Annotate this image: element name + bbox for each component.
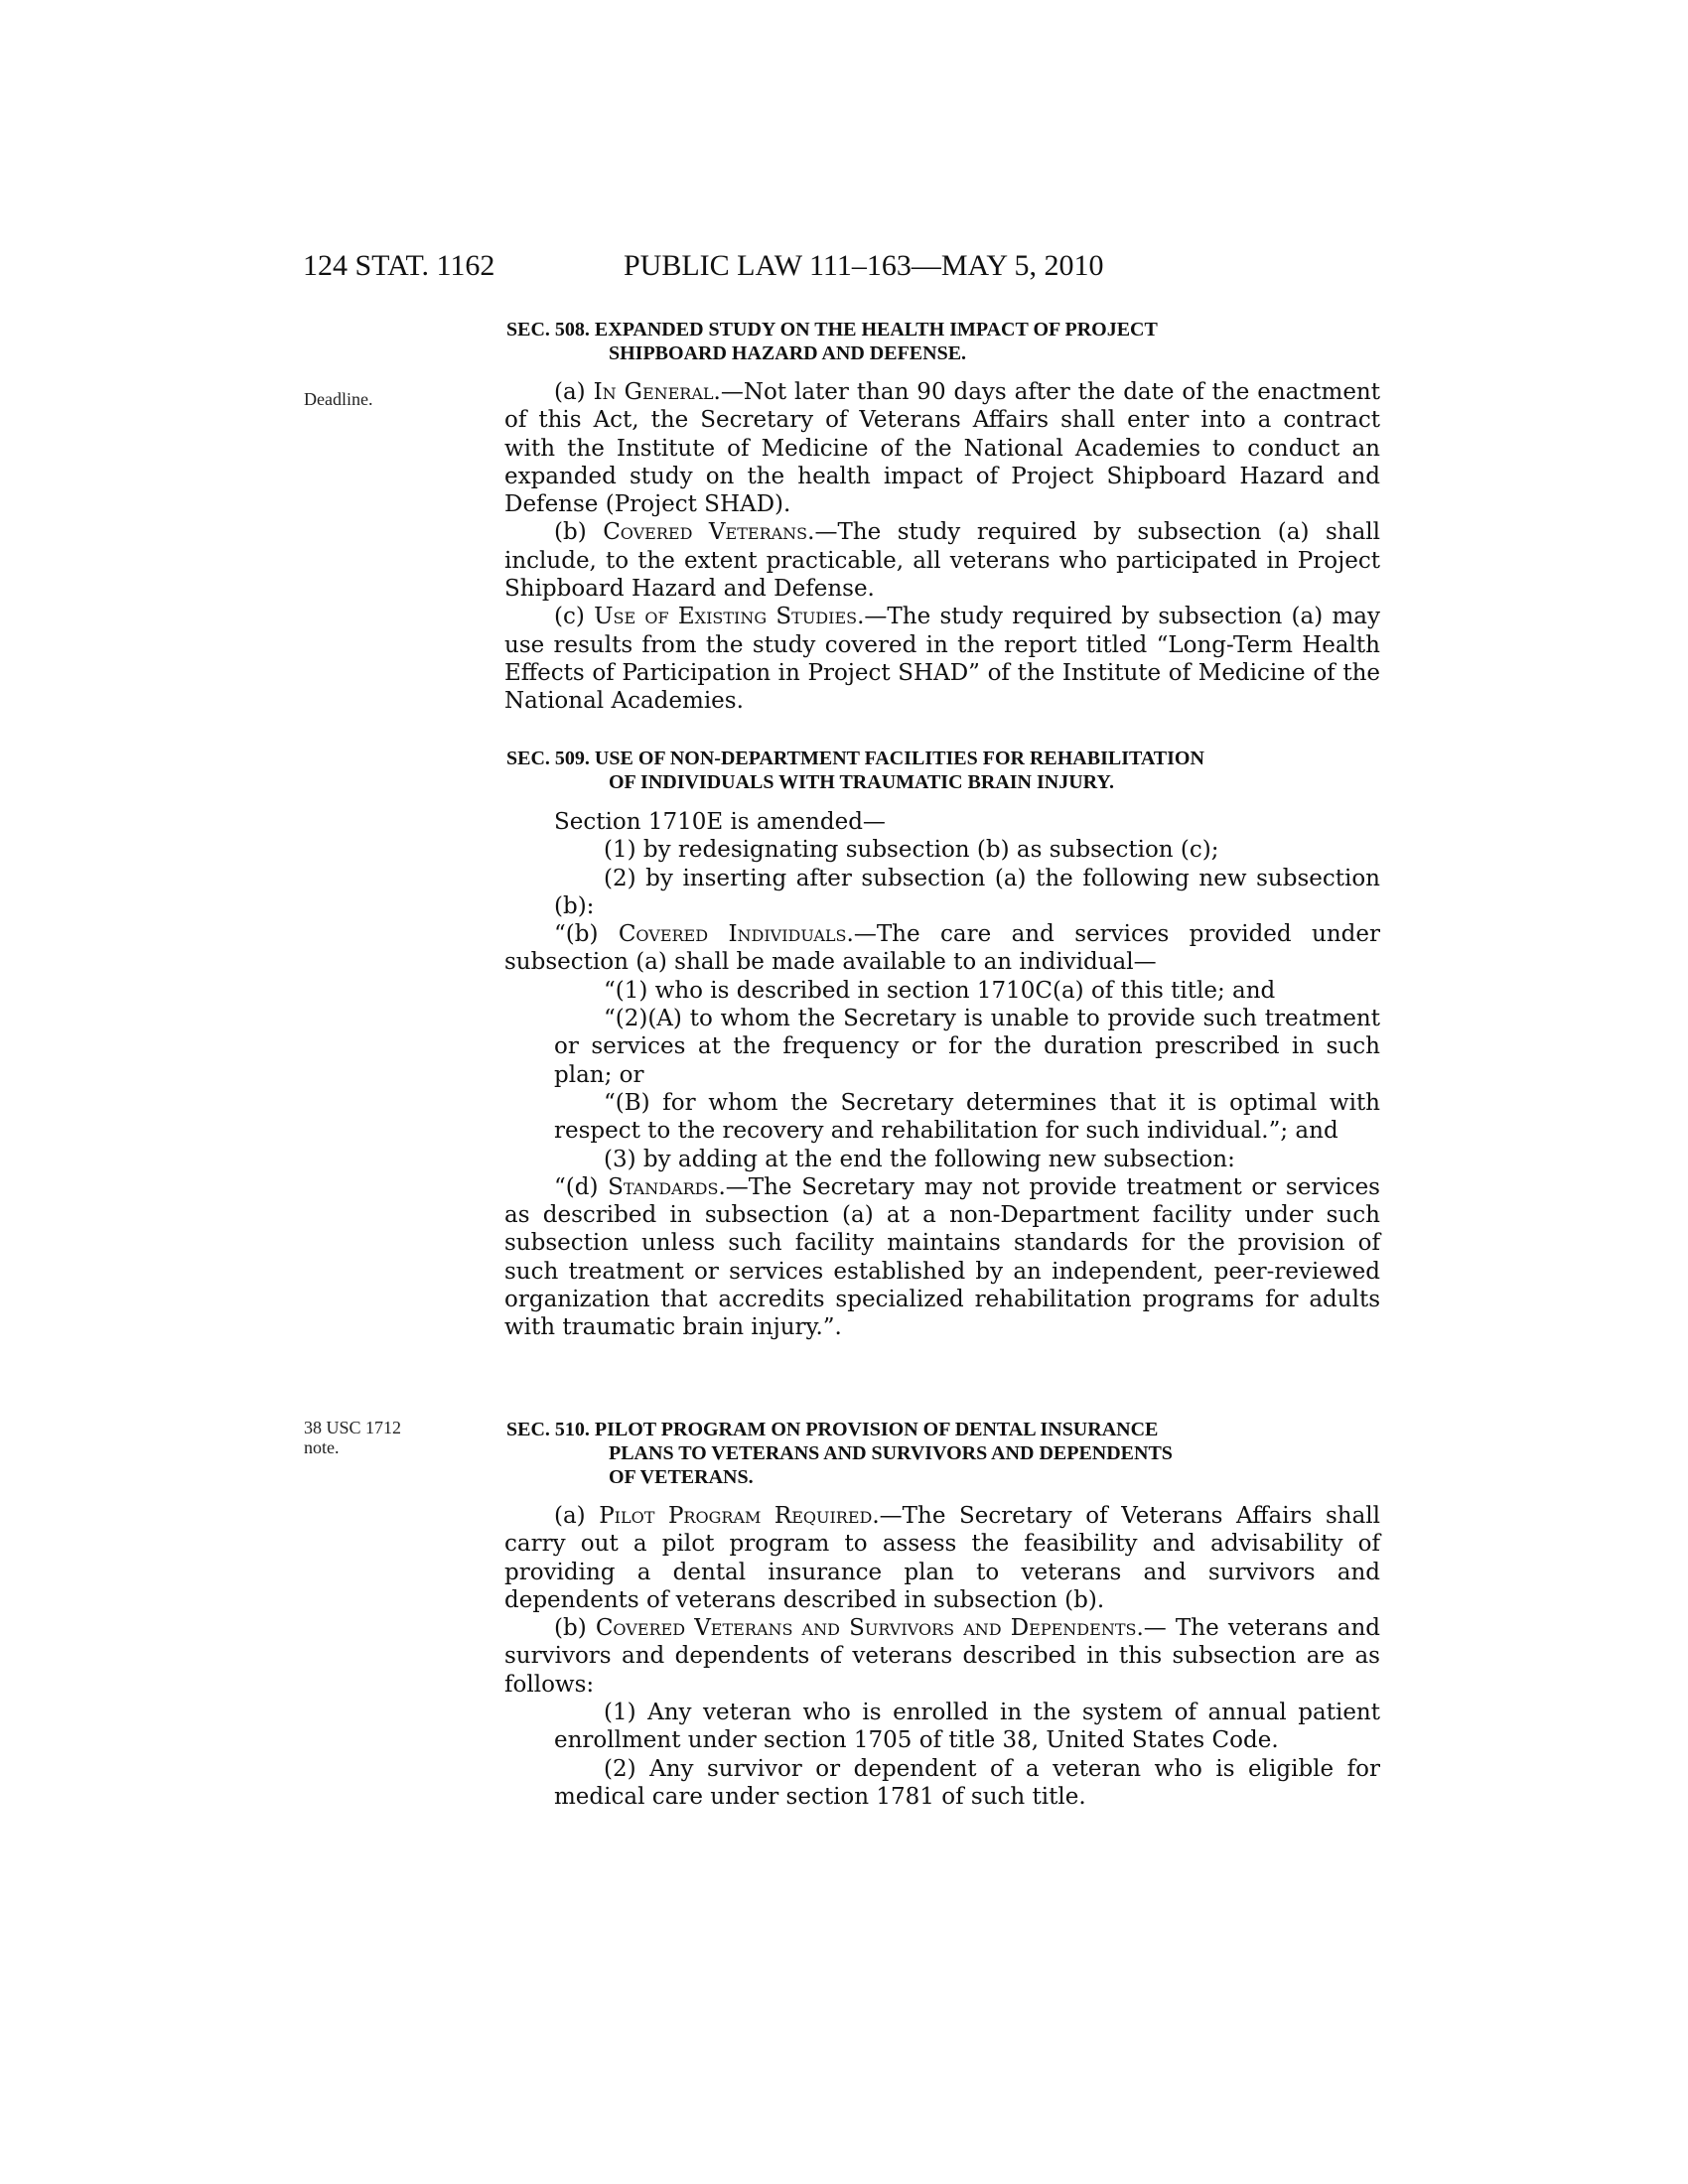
subsection-caption: Covered Individuals	[618, 921, 847, 948]
subsection-text: .—The care and services provided under subsection (a) shall be made available to an individual—	[504, 921, 1380, 976]
subsection-label: “(b)	[554, 921, 619, 948]
running-header-title: PUBLIC LAW 111–163—MAY 5, 2010	[624, 249, 1104, 282]
sec-509-heading-line1: SEC. 509. USE OF NON-DEPARTMENT FACILITIES FOR REHABILITATION	[506, 748, 1204, 769]
sec-509-new-subsection-d	[504, 1173, 1380, 1342]
subsection-caption: Standards	[608, 1173, 719, 1200]
sec-510-paragraph-2: (2) Any survivor or dependent of a veteran who is eligible for medical care under section 1781 of such title.	[554, 1755, 1380, 1810]
subsection-label: (b)	[554, 1615, 596, 1642]
subsection-text: .—The Secretary of Veterans Affairs shall carry out a pilot program to assess the feasibility and advisability of providing a dental insurance plan to veterans and survivors and dependents of veterans described in subsection (b).	[504, 1503, 1380, 1613]
sec-510-subsection-a	[504, 1502, 1380, 1614]
sec-509-body	[504, 808, 1380, 1342]
sec-509-heading	[506, 747, 1380, 794]
subsection-label: (a)	[554, 379, 594, 405]
sec-509-paragraph-1: “(1) who is described in section 1710C(a) of this title; and	[604, 977, 1276, 1004]
sec-510-heading-line1: SEC. 510. PILOT PROGRAM ON PROVISION OF DENTAL INSURANCE	[506, 1419, 1159, 1440]
margin-note-usc	[304, 1418, 401, 1457]
sec-508-body	[504, 378, 1380, 716]
subsection-caption: Use of Existing Studies	[594, 604, 858, 630]
sec-510-heading-line3: OF VETERANS.	[609, 1466, 754, 1488]
sec-510-subsection-b	[504, 1614, 1380, 1699]
subsection-text: .— The veterans and survivors and dependents of veterans described in this subsection are as follows:	[504, 1615, 1380, 1698]
subsection-label: (b)	[554, 519, 604, 546]
subsection-label: “(d)	[554, 1173, 609, 1200]
sec-509-item-2: (2) by inserting after subsection (a) the following new subsection (b):	[554, 865, 1380, 919]
sec-508-subsection-c	[504, 603, 1380, 715]
subsection-caption: Covered Veterans	[603, 519, 808, 546]
subsection-text: .—Not later than 90 days after the date of the enactment of this Act, the Secretary of Veterans Affairs shall enter into a contract with the Institute of Medicine of the National Academies to conduct an expanded study on the health impact of Project Shipboard Hazard and Defense (Project SHAD).	[504, 379, 1380, 518]
sec-510-body	[504, 1502, 1380, 1811]
margin-note-deadline: Deadline.	[304, 389, 373, 409]
sec-510-heading-line2: PLANS TO VETERANS AND SURVIVORS AND DEPENDENTS	[609, 1442, 1173, 1464]
subsection-label: (a)	[554, 1503, 600, 1529]
sec-508-heading-line1: SEC. 508. EXPANDED STUDY ON THE HEALTH IMPACT OF PROJECT	[506, 319, 1158, 341]
subsection-caption: Covered Veterans and Survivors and Dependents	[595, 1615, 1137, 1642]
margin-note-usc-line1: 38 USC 1712	[304, 1418, 402, 1437]
subsection-text: .—The study required by subsection (a) may use results from the study covered in the report titled “Long-Term Health Effects of Participation in Project SHAD” of the Institute of Medicine of the National Academies.	[504, 604, 1380, 715]
subsection-text: .—The study required by subsection (a) shall include, to the extent practicable, all veterans who participated in Project Shipboard Hazard and Defense.	[504, 519, 1381, 603]
subsection-caption: Pilot Program Required	[599, 1503, 873, 1529]
subsection-text: .—The Secretary may not provide treatment or services as described in subsection (a) at a non-Department facility under such subsection unless such facility maintains standards for the provision of such treatment or services established by an independent, peer-reviewed organization that accredits specialized rehabilitation programs for adults with traumatic brain injury.”.	[504, 1173, 1380, 1341]
page-stat-number: 124 STAT. 1162	[303, 249, 495, 282]
sec-509-paragraph-2a: “(2)(A) to whom the Secretary is unable to provide such treatment or services at the frequency or for the duration prescribed in such plan; or	[554, 1006, 1380, 1088]
sec-508-subsection-a	[504, 378, 1380, 518]
subsection-caption: In General	[593, 379, 714, 405]
subsection-label: (c)	[554, 604, 595, 630]
sec-509-new-subsection-b	[504, 920, 1380, 977]
sec-509-item-3: (3) by adding at the end the following new subsection:	[604, 1146, 1235, 1172]
sec-508-heading	[506, 318, 1380, 365]
sec-510-heading	[506, 1418, 1380, 1489]
sec-509-heading-line2: OF INDIVIDUALS WITH TRAUMATIC BRAIN INJURY.	[609, 771, 1115, 793]
margin-note-usc-line2: note.	[304, 1437, 340, 1457]
sec-508-heading-line2: SHIPBOARD HAZARD AND DEFENSE.	[609, 342, 967, 364]
sec-509-intro: Section 1710E is amended—	[554, 809, 886, 835]
sec-510-paragraph-1: (1) Any veteran who is enrolled in the system of annual patient enrollment under section 1705 of title 38, United States Code.	[554, 1700, 1380, 1754]
sec-508-subsection-b	[504, 518, 1380, 603]
sec-509-item-1: (1) by redesignating subsection (b) as subsection (c);	[604, 837, 1219, 864]
sec-509-paragraph-2b: “(B) for whom the Secretary determines that it is optimal with respect to the recovery and rehabilitation for such individual.”; and	[554, 1089, 1380, 1145]
